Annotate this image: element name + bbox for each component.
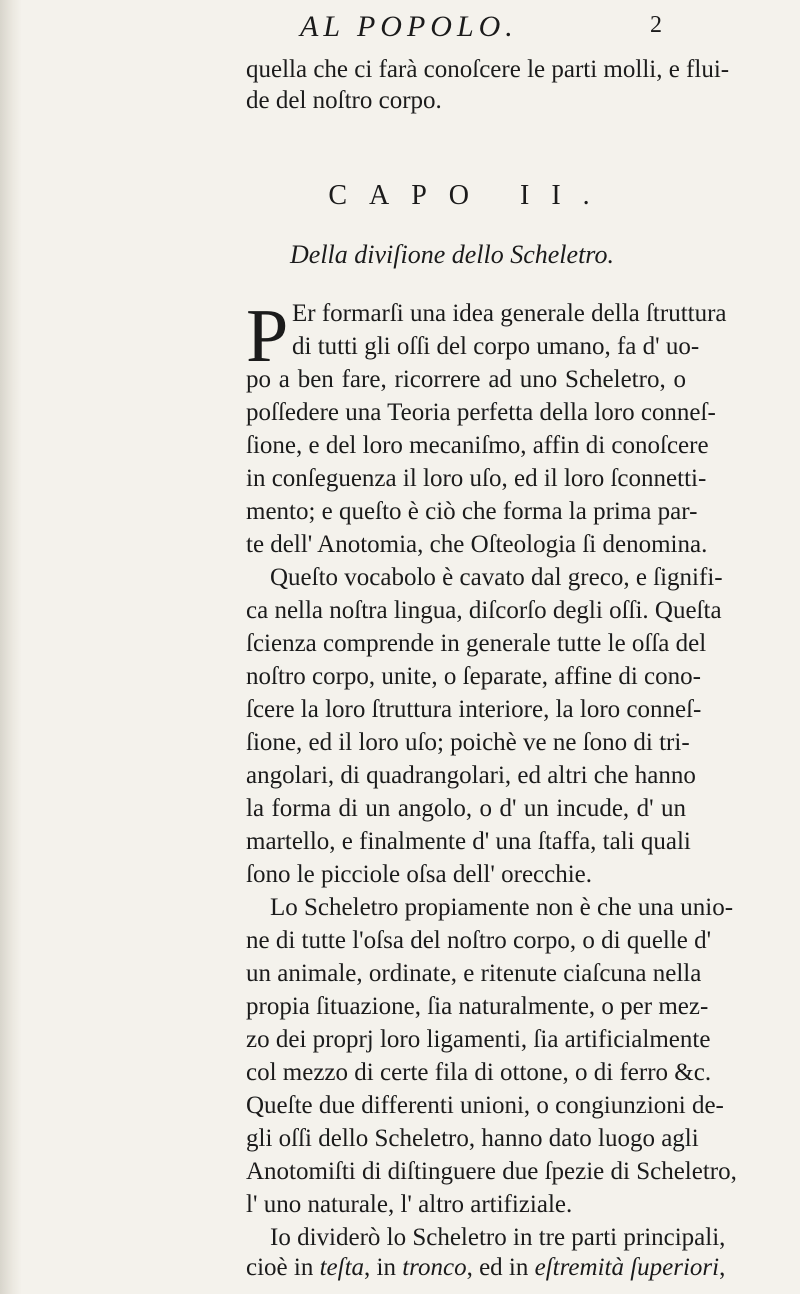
body-line: Queſto vocabolo è cavato dal greco, e ſignifi- (270, 564, 723, 591)
body-line: noſtro corpo, unite, o ſeparate, affine di cono- (246, 663, 701, 690)
drop-cap: P (246, 294, 289, 378)
body-line: ſono le picciole oſsa dell' orecchie. (246, 861, 593, 888)
body-line: gli oſſi dello Scheletro, hanno dato luogo agli (246, 1125, 699, 1152)
body-line: ſcere la loro ſtruttura interiore, la loro conneſ- (246, 696, 702, 723)
page-number: 2 (650, 12, 662, 38)
body-line: Lo Scheletro propiamente non è che una unio- (270, 894, 734, 921)
body-line: ſcienza comprende in generale tutte le oſſa del (246, 630, 707, 657)
body-line: Anotomiſti di diſtinguere due ſpezie di Scheletro, (246, 1158, 737, 1185)
running-head: AL POPOLO. (300, 10, 518, 43)
body-line: zo dei proprj loro ligamenti, ſia artificialmente (246, 1026, 711, 1053)
body-line: ſione, e del loro mecaniſmo, affin di conoſcere (246, 432, 709, 459)
body-line: po a ben fare, ricorrere ad uno Scheletro, o (246, 366, 686, 393)
body-line: te dell' Anotomia, che Oſteologia ſi denomina. (246, 531, 708, 558)
body-line: Queſte due differenti unioni, o congiunzioni de- (246, 1092, 724, 1119)
chapter-subtitle: Della diviſione dello Scheletro. (290, 240, 614, 269)
body-line: di tutti gli oſſi del corpo umano, fa d' uo- (292, 333, 700, 360)
body-line: ca nella noſtra lingua, diſcorſo degli oſſi. Queſta (246, 597, 722, 624)
body-line: un animale, ordinate, e ritenute ciaſcuna nella (246, 960, 702, 987)
body-line: propia ſituazione, ſia naturalmente, o per mez- (246, 993, 709, 1020)
body-line: col mezzo di certe fila di ottone, o di ferro &c. (246, 1059, 712, 1086)
intro-line-1: quella che ci farà conoſcere le parti molli, e flui- (246, 56, 730, 83)
body-line: ſione, ed il loro uſo; poichè ve ne ſono di tri- (246, 729, 690, 756)
intro-line-2: de del noſtro corpo. (246, 87, 442, 114)
body-line: angolari, di quadrangolari, ed altri che hanno (246, 762, 696, 789)
body-line: mento; e queſto è ciò che forma la prima par- (246, 498, 698, 525)
body-line: ne di tutte l'oſsa del noſtro corpo, o di quelle d' (246, 927, 712, 954)
page-gutter (0, 0, 22, 1294)
header (0, 10, 800, 44)
body-line: in conſeguenza il loro uſo, ed il loro ſconnetti- (246, 465, 707, 492)
body-line: poſſedere una Teoria perfetta della loro conneſ- (246, 399, 716, 426)
body-line: cioè in teſta, in tronco, ed in eſtremità ſuperiori, (246, 1254, 726, 1281)
body-line: l' uno naturale, l' altro artifiziale. (246, 1191, 573, 1218)
body-line: la forma di un angolo, o d' un incude, d' un (246, 795, 686, 822)
chapter-heading: CAPO II. (328, 180, 612, 211)
body-line: martello, e finalmente d' una ſtaffa, tali quali (246, 828, 691, 855)
body-line: Er formarſi una idea generale della ſtruttura (292, 300, 727, 327)
body-line: Io dividerò lo Scheletro in tre parti principali, (270, 1224, 726, 1251)
